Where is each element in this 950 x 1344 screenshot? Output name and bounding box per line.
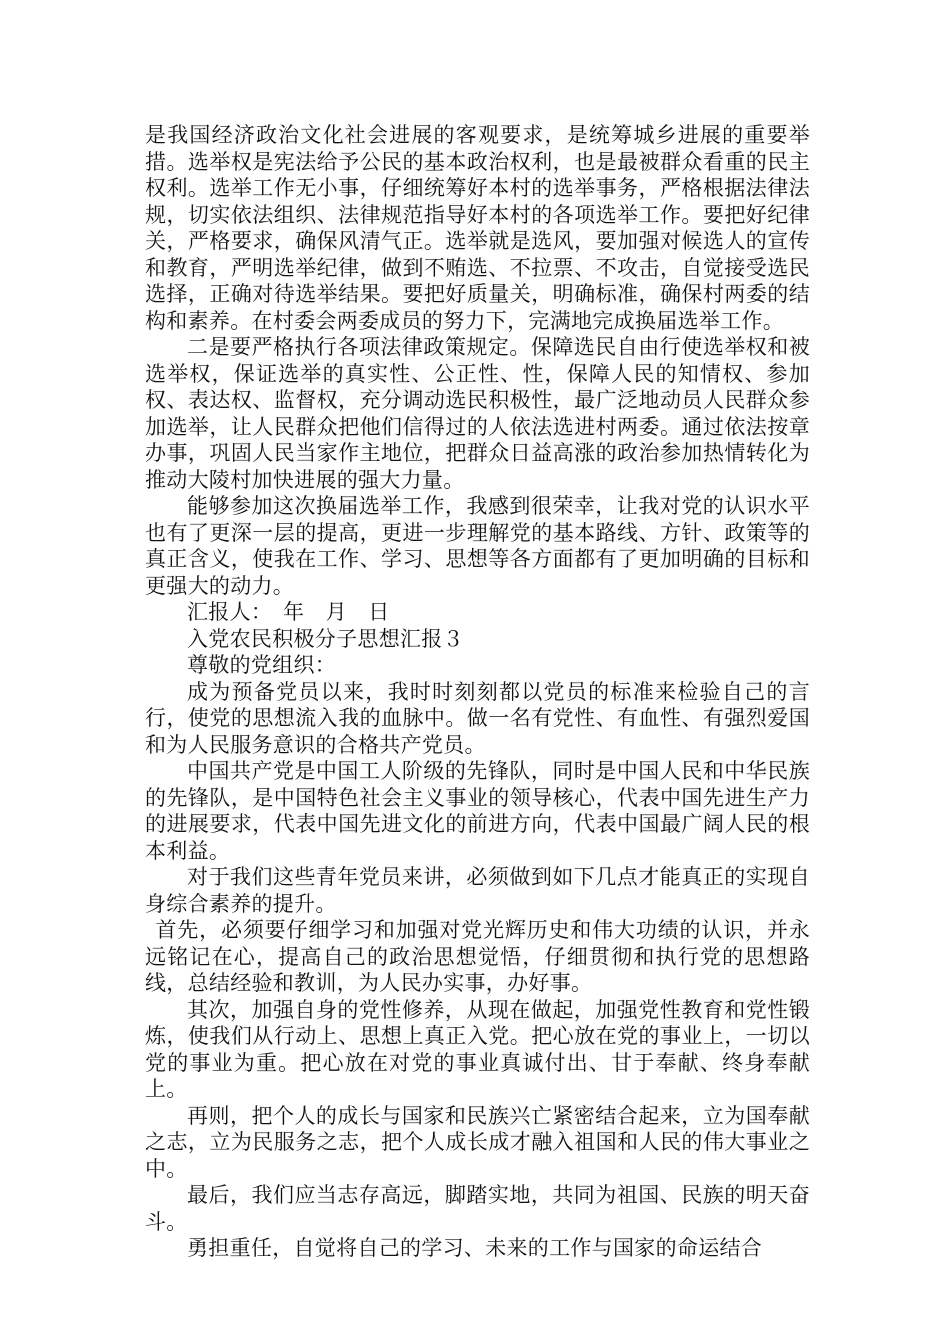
paragraph-responsibility: 勇担重任，自觉将自己的学习、未来的工作与国家的命运结合 — [187, 1236, 763, 1260]
paragraph-second: 其次，加强自身的党性修养，从现在做起，加强党性教育和党性锻炼，使我们从行动上、思想上真正入党。把心放在党的事业上，一切以党的事业为重。把心放在对党的事业真诚付出、甘于奉献、终身奉献上。 — [145, 997, 810, 1101]
paragraph-first: 首先，必须要仔细学习和加强对党光辉历史和伟大功绩的认识，并永远铭记在心，提高自己的政治思想觉悟，仔细贯彻和执行党的思想路线，总结经验和教训，为人民办实事，办好事。 — [145, 918, 810, 995]
paragraph-finally: 最后，我们应当志存高远，脚踏实地，共同为祖国、民族的明天奋斗。 — [145, 1183, 810, 1234]
paragraph-party-vanguard: 中国共产党是中国工人阶级的先锋队，同时是中国人民和中华民族的先锋队，是中国特色社会主义事业的领导核心，代表中国先进生产力的进展要求，代表中国先进文化的前进方向，代表中国最广阔人民的根本利益。 — [145, 759, 810, 863]
paragraph-youth-requirements: 对于我们这些青年党员来讲，必须做到如下几点才能真正的实现自身综合素养的提升。 — [145, 865, 810, 916]
salutation: 尊敬的党组织： — [187, 653, 337, 677]
paragraph-probationary-member: 成为预备党员以来，我时时刻刻都以党员的标准来检验自己的言行，使党的思想流入我的血脉中。做一名有党性、有血性、有强烈爱国和为人民服务意识的合格共产党员。 — [145, 679, 810, 757]
paragraph-third: 再则，把个人的成长与国家和民族兴亡紧密结合起来，立为国奉献之志，立为民服务之志，把个人成长成才融入祖国和人民的伟大事业之中。 — [145, 1103, 810, 1181]
document-page — [145, 122, 810, 1262]
reporter-signature-line: 汇报人： 年 月 日 — [187, 600, 390, 624]
paragraph-honor: 能够参加这次换届选举工作，我感到很荣幸，让我对党的认识水平也有了更深一层的提高，更进一步理解党的基本路线、方针、政策等的真正含义，使我在工作、学习、思想等各方面都有了更加明确的目标和更强大的动力。 — [145, 494, 810, 598]
paragraph-election-significance: 是我国经济政治文化社会进展的客观要求，是统筹城乡进展的重要举措。选举权是宪法给予公民的基本政治权利，也是最被群众看重的民主权利。选举工作无小事，仔细统筹好本村的选举事务，严格根据法律法规，切实依法组织、法律规范指导好本村的各项选举工作。要把好纪律关，严格要求，确保风清气正。选举就是选风，要加强对候选人的宣传和教育，严明选举纪律，做到不贿选、不拉票、不攻击，自觉接受选民选择，正确对待选举结果。要把好质量关，明确标准，确保村两委的结构和素养。在村委会两委成员的努力下，完满地完成换届选举工作。 — [145, 123, 810, 333]
section-title: 入党农民积极分子思想汇报３ — [187, 626, 464, 651]
paragraph-legal-policy: 二是要严格执行各项法律政策规定。保障选民自由行使选举权和被选举权，保证选举的真实性、公正性、性，保障人民的知情权、参加权、表达权、监督权，充分调动选民积极性，最广泛地动员人民群众参加选举，让人民群众把他们信得过的人依法选进村两委。通过依法按章办事，巩固人民当家作主地位，把群众日益高涨的政治参加热情转化为推动大陵村加快进展的强大力量。 — [145, 335, 810, 492]
